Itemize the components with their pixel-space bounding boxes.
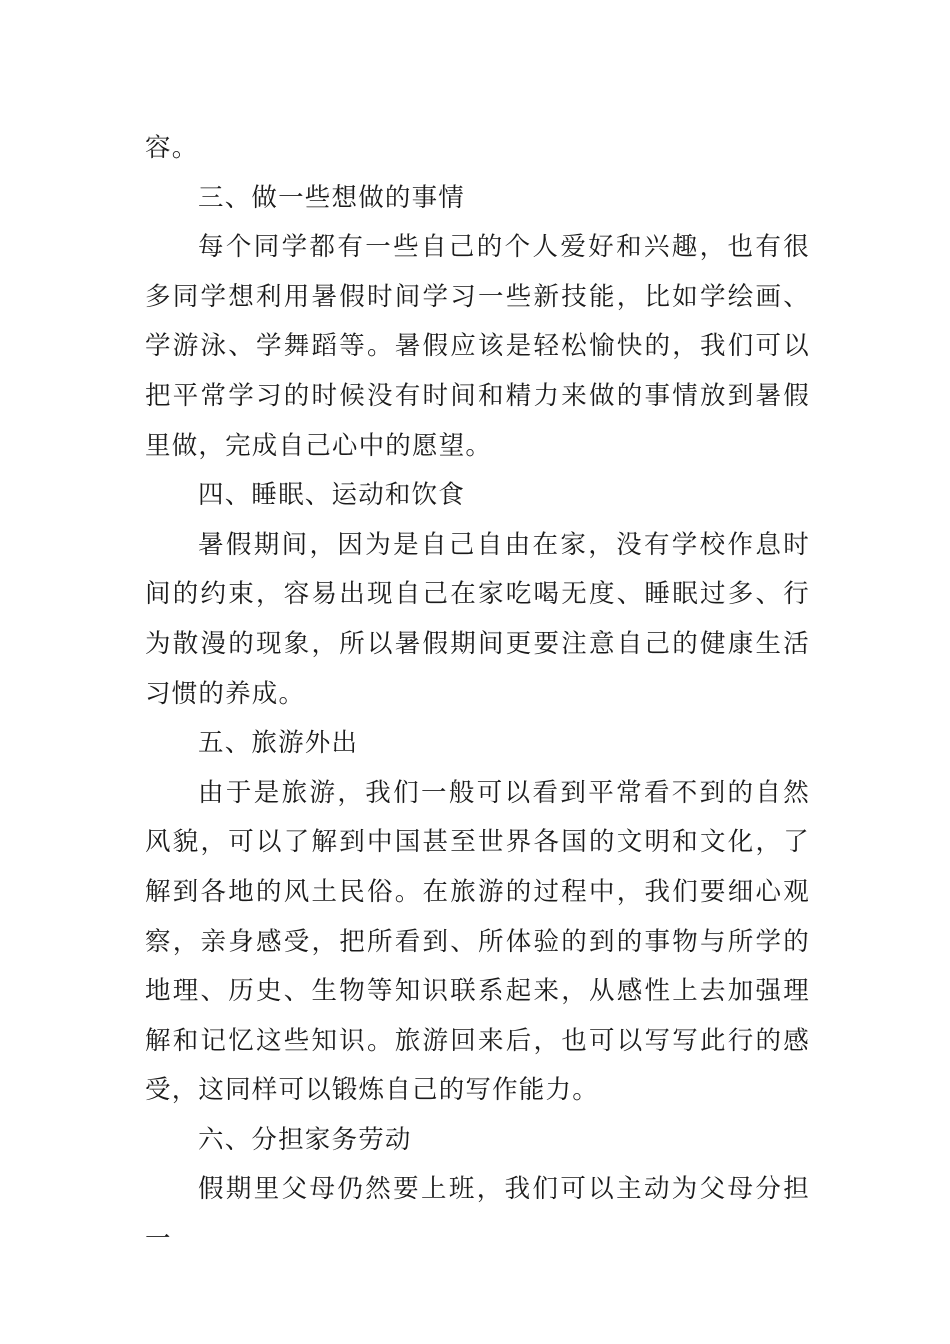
section-heading-4: 四、睡眠、运动和饮食 bbox=[198, 480, 466, 511]
paragraph-section-3: 每个同学都有一些自己的个人爱好和兴趣，也有很多同学想利用暑假时间学习一些新技能，比如学绘画、学游泳、学舞蹈等。暑假应该是轻松愉快的，我们可以把平常学习的时候没有时间和精力来做的事情放到暑假里做，完成自己心中的愿望。 bbox=[145, 232, 810, 461]
section-heading-5: 五、旅游外出 bbox=[198, 728, 359, 759]
paragraph-section-6: 假期里父母仍然要上班，我们可以主动为父母分担一 bbox=[145, 1174, 810, 1255]
paragraph-section-4: 暑假期间，因为是自己自由在家，没有学校作息时间的约束，容易出现自己在家吃喝无度、睡眠过多、行为散漫的现象，所以暑假期间更要注意自己的健康生活习惯的养成。 bbox=[145, 529, 810, 709]
paragraph-section-5: 由于是旅游，我们一般可以看到平常看不到的自然风貌，可以了解到中国甚至世界各国的文明和文化，了解到各地的风土民俗。在旅游的过程中，我们要细心观察，亲身感受，把所看到、所体验的到的事物与所学的地理、历史、生物等知识联系起来，从感性上去加强理解和记忆这些知识。旅游回来后，也可以写写此行的感受，这同样可以锻炼自己的写作能力。 bbox=[145, 777, 810, 1106]
paragraph-continuation: 容。 bbox=[145, 133, 199, 163]
document-body bbox=[145, 124, 810, 1265]
section-heading-6: 六、分担家务劳动 bbox=[198, 1124, 412, 1155]
section-heading-3: 三、做一些想做的事情 bbox=[198, 182, 466, 213]
